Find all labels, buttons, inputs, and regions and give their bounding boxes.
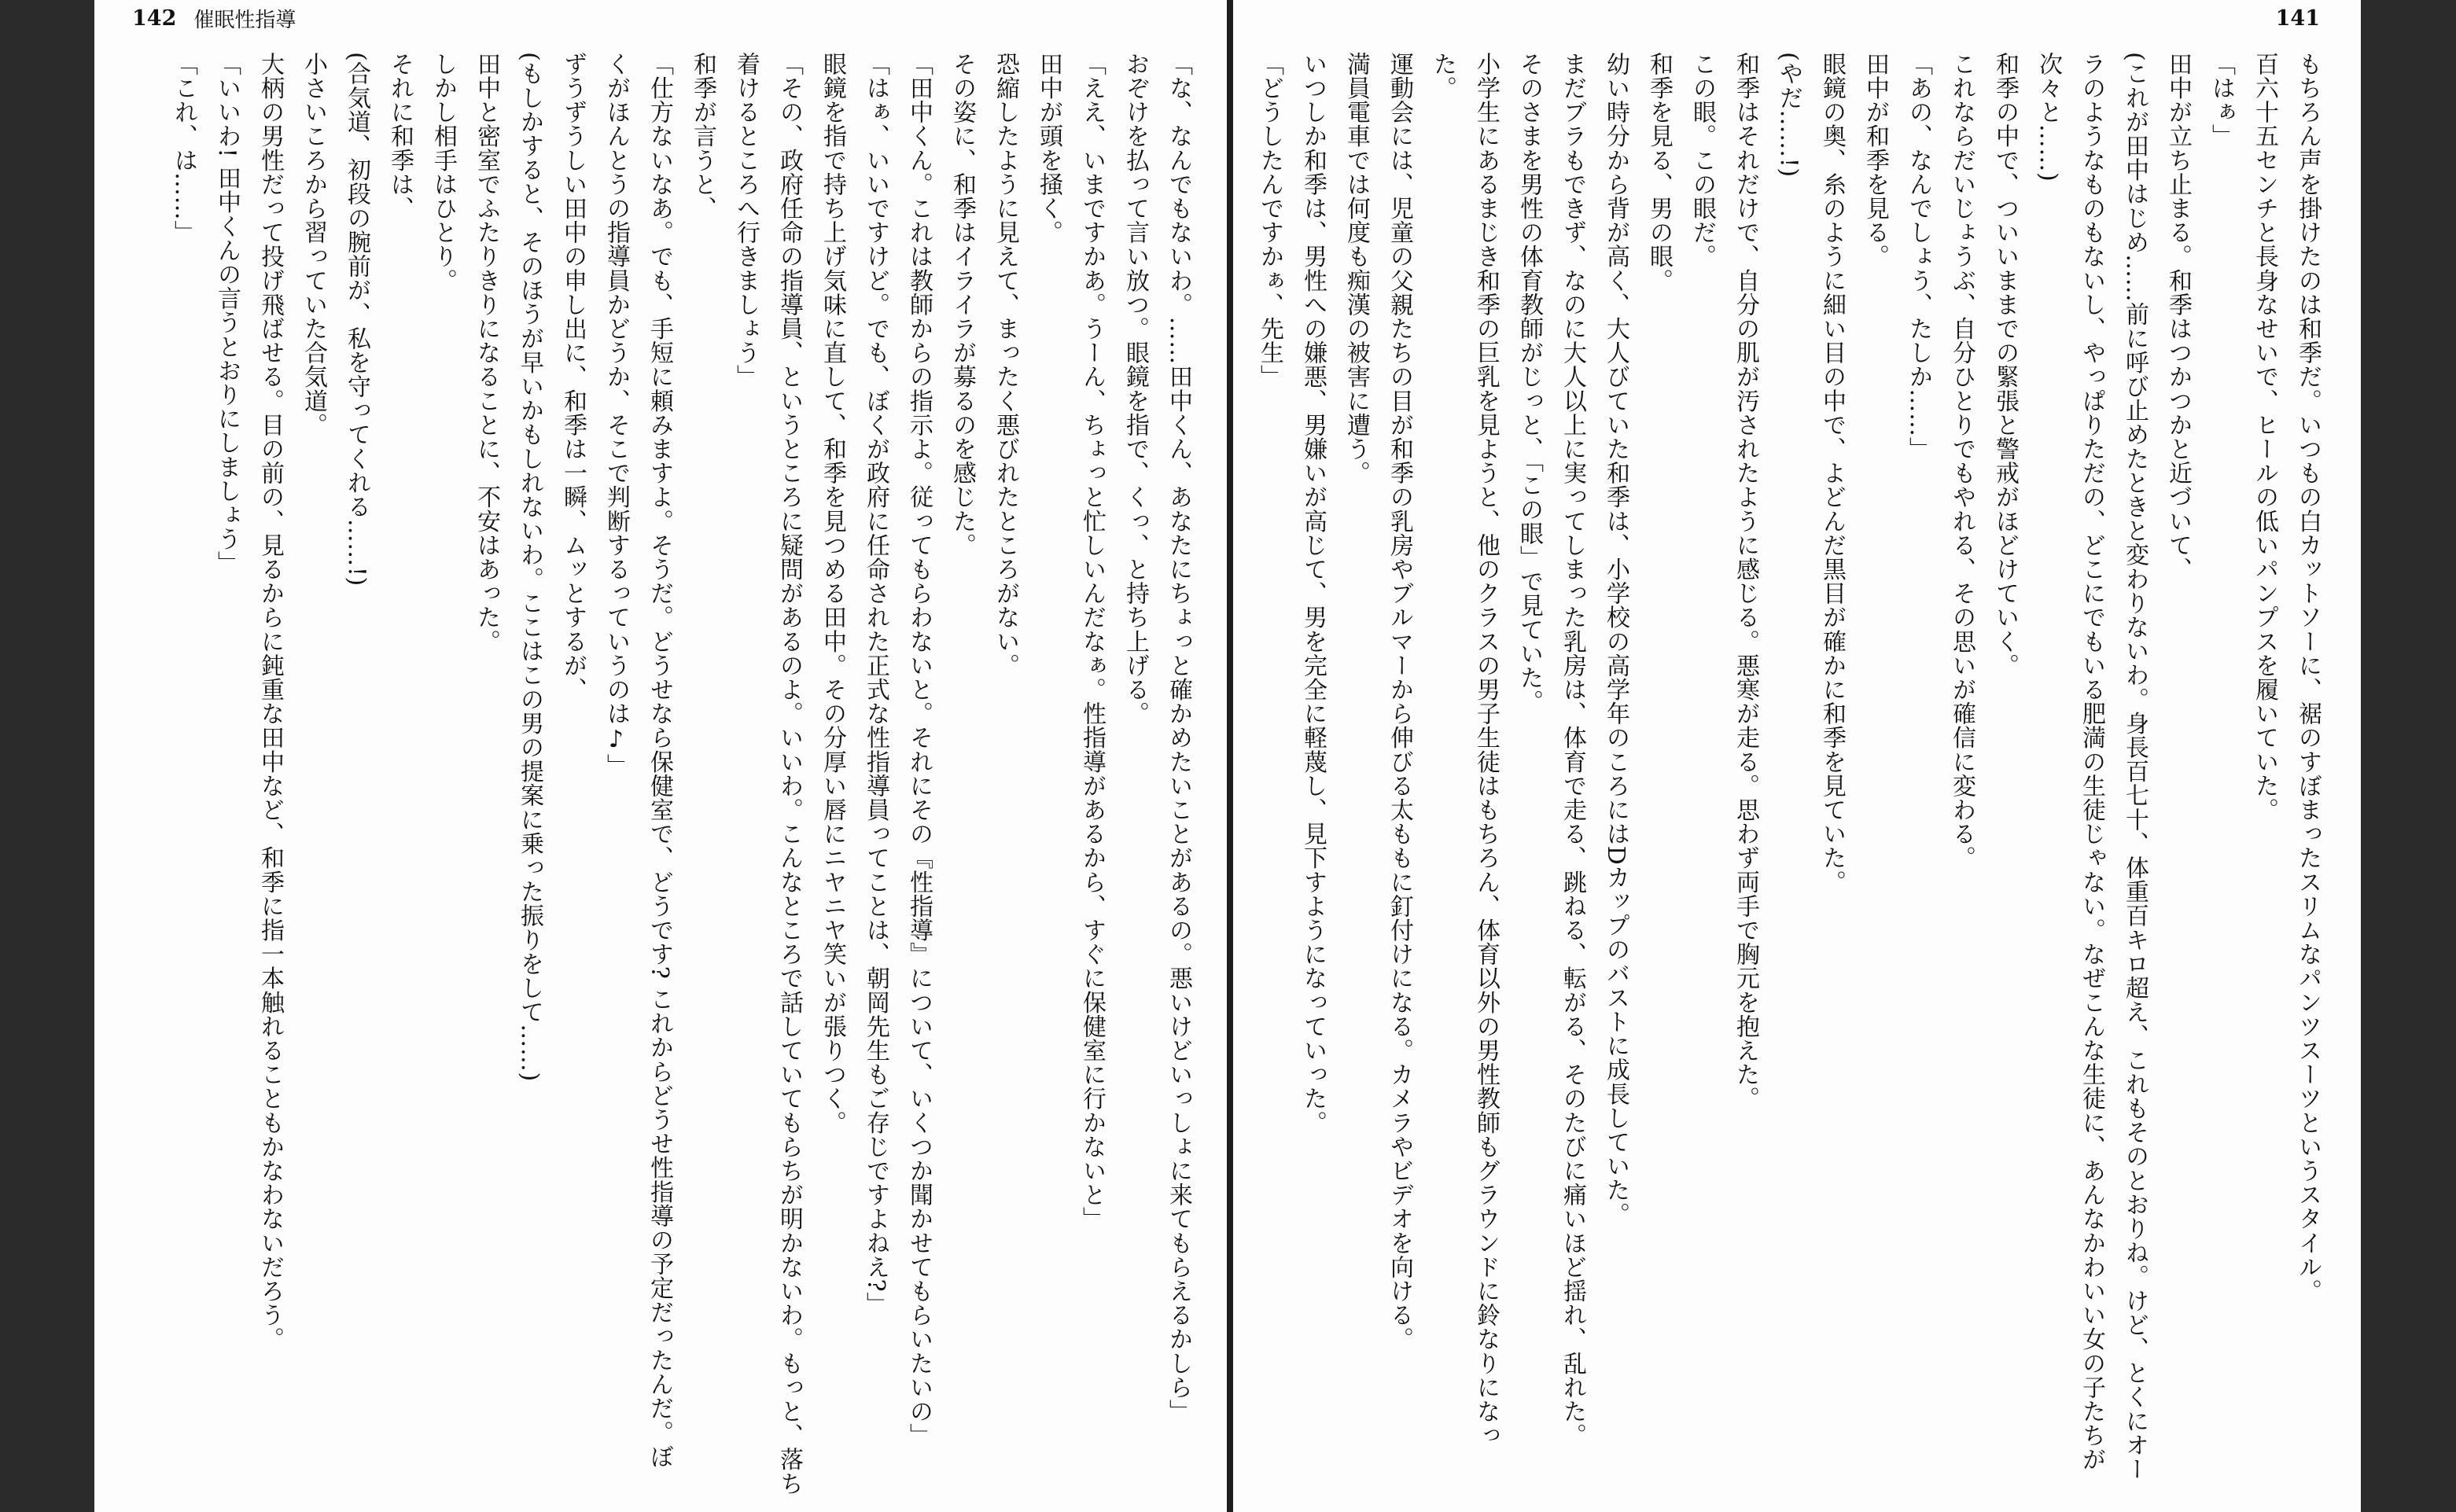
text-line: 眼鏡の奥、糸のように細い目の中で、よどんだ黒目が確かに和季を見ていた。 xyxy=(1818,52,1846,894)
text-line: 運動会には、児童の父親たちの目が和季の乳房やブルマーから伸びる太ももに釘付けになる。カメラやビデオを向ける。 xyxy=(1386,52,1413,1352)
text-line: 「いいわ! 田中くんの言うとおりにしましょう」 xyxy=(213,52,241,576)
text-line: おぞけを払って言い放つ。眼鏡を指で、くっ、と持ち上げる。 xyxy=(1121,52,1149,726)
text-line: (やだ……!) xyxy=(1775,52,1802,178)
text-line: 「はぁ」 xyxy=(2207,52,2235,149)
text-line: (もしかすると、そのほうが早いかもしれないわ。ここはこの男の提案に乗った振りをして……) xyxy=(516,52,543,1082)
text-line: 「仕方ないなあ。でも、手短に頼みますよ。そうだ。どうせなら保健室で、どうです? これからどうせ性指導の予定だったんだ。ぼ xyxy=(646,52,673,1469)
text-line: 幼い時分から背が高く、大人びていた和季は、小学校の高学年のころにはDカップのバストに成長していた。 xyxy=(1602,52,1629,1227)
text-line: 大柄の男性だって投げ飛ばせる。目の前の、見るからに鈍重な田中など、和季に指一本触れることもかなわないだろう。 xyxy=(256,52,284,1352)
text-line: 眼鏡を指で持ち上げ気味に直して、和季を見つめる田中。その分厚い唇にニヤニヤ笑いが張りつく。 xyxy=(819,52,846,1135)
text-line: 和季が言うと、 xyxy=(689,52,716,221)
text-line: 「あの、なんでしょう、たしか……」 xyxy=(1905,52,1932,462)
text-line: 和季を見る、男の眼。 xyxy=(1645,52,1673,292)
text-line: 和季はそれだけで、自分の肌が汚されたように感じる。悪寒が走る。思わず両手で胸元を抱えた。 xyxy=(1732,52,1759,1111)
text-line: その姿に、和季はイライラが募るのを感じた。 xyxy=(948,52,976,557)
book-title: 催眠性指導 xyxy=(193,8,296,32)
text-line: そのさまを男性の体育教師がじっと、「この眼」で見ていた。 xyxy=(1515,52,1543,714)
text-line: 百六十五センチと長身なせいで、ヒールの低いパンプスを履いていた。 xyxy=(2251,52,2278,822)
left-page xyxy=(94,0,1227,1512)
page-number: 141 xyxy=(2275,6,2320,31)
text-line: 「ええ、いまですかあ。うーん、ちょっと忙しいんだなぁ。性指導があるから、すぐに保健室に行かないと」 xyxy=(1078,52,1106,1231)
page-number: 142 xyxy=(132,6,177,31)
text-line: この眼。この眼だ。 xyxy=(1688,52,1716,269)
text-line: これならだいじょうぶ、自分ひとりでもやれる、その思いが確信に変わる。 xyxy=(1948,52,1975,870)
text-line: ずうずうしい田中の申し出に、和季は一瞬、ムッとするが、 xyxy=(559,52,587,702)
text-line: 次々と……) xyxy=(2034,52,2062,182)
text-line: 「はぁ、いいですけど。でも、ぼくが政府に任命された正式な性指導員ってことは、朝岡先生もご存じですよねえ?」 xyxy=(862,52,889,1316)
text-line: 小さいころから習っていた合気道。 xyxy=(300,52,327,437)
right-page-header xyxy=(2276,5,2320,31)
text-line: 和季の中で、ついいままでの緊張と警戒がほどけていく。 xyxy=(1991,52,2019,678)
text-line: 「これ、は……」 xyxy=(170,52,197,245)
text-line: いつしか和季は、男性への嫌悪、男嫌いが高じて、男を完全に軽蔑し、見下すようになっていった。 xyxy=(1299,52,1327,1135)
right-page xyxy=(1233,0,2361,1512)
text-line: ラのようなものもないし、やっぱりただの、どこにでもいる肥満の生徒じゃない。なぜこんな生徒に、あんなかわいい女の子たちが xyxy=(2078,52,2105,1472)
left-page-header xyxy=(132,5,296,31)
text-line: 小学生にあるまじき和季の巨乳を見ようと、他のクラスの男子生徒はもちろん、体育以外の男性教師もグラウンドに鈴なりになっ xyxy=(1472,52,1500,1448)
text-line: た。 xyxy=(1429,52,1456,101)
left-page-body xyxy=(154,52,1200,1495)
text-line: それに和季は、 xyxy=(386,52,414,221)
text-line: 着けるところへ行きましょう」 xyxy=(732,52,760,389)
text-line: 満員電車では何度も痴漢の被害に遭う。 xyxy=(1342,52,1370,485)
text-line: 「な、なんでもないわ。……田中くん、あなたにちょっと確かめたいことがあるの。悪いけどいっしょに来てもらえるかしら」 xyxy=(1165,52,1192,1424)
text-line: もちろん声を掛けたのは和季だ。いつもの白カットソーに、裾のすぼまったスリムなパンツスーツというスタイル。 xyxy=(2294,52,2322,1304)
text-line: 「どうしたんですかぁ、先生」 xyxy=(1256,52,1283,389)
text-line: (合気道、初段の腕前が、私を守ってくれる……!) xyxy=(343,52,370,587)
text-line: しかし相手はひとり。 xyxy=(429,52,457,292)
text-line: 「田中くん。これは教師からの指示よ。従ってもらわないと。それにその『性指導』について、いくつか聞かせてもらいたいの」 xyxy=(905,52,933,1448)
text-line: 恐縮したように見えて、まったく悪びれたところがない。 xyxy=(992,52,1019,678)
text-line: 「その、政府任命の指導員、というところに疑問があるのよ。いいわ。こんなところで話していてもらちが明かないわ。もっと、落ち xyxy=(775,52,803,1495)
book-gutter xyxy=(1227,0,1233,1512)
right-page-body xyxy=(1256,52,2329,1481)
text-line: 田中が和季を見る。 xyxy=(1861,52,1889,269)
text-line: くがほんとうの指導員かどうか、そこで判断するっていうのは♪」 xyxy=(602,52,630,778)
text-line: 田中が立ち止まる。和季はつかつかと近づいて、 xyxy=(2164,52,2192,582)
text-line: まだブラもできず、なのに大人以上に実ってしまった乳房は、体育で走る、跳ねる、転がる、そのたびに痛いほど揺れ、乱れた。 xyxy=(1559,52,1586,1448)
text-line: 田中と密室でふたりきりになることに、不安はあった。 xyxy=(473,52,500,653)
text-line: 田中が頭を掻く。 xyxy=(1035,52,1062,245)
text-line: (これが田中はじめ……前に呼び止めたときと変わりないわ。身長百七十、体重百キロ超え、これもそのとおりね。けど、とくにオー xyxy=(2121,52,2149,1481)
